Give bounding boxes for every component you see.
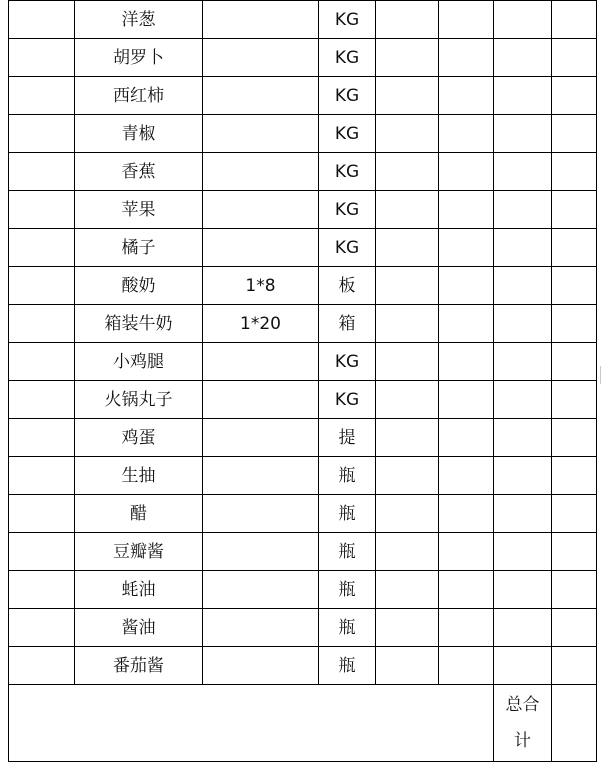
price-cell[interactable]	[439, 267, 494, 305]
note-cell[interactable]	[552, 609, 597, 647]
note-cell[interactable]	[552, 533, 597, 571]
price-cell[interactable]	[439, 115, 494, 153]
spec-cell[interactable]	[203, 457, 319, 495]
quantity-cell[interactable]	[376, 267, 439, 305]
row-index-cell[interactable]	[9, 343, 75, 381]
price-cell[interactable]	[439, 419, 494, 457]
total-label-line1: 总合	[505, 695, 540, 715]
item-name-cell[interactable]: 橘子	[75, 229, 203, 267]
table-body	[9, 1, 597, 762]
table-row	[9, 115, 597, 153]
note-cell[interactable]	[552, 77, 597, 115]
unit-cell[interactable]: 板	[319, 267, 376, 305]
amount-cell[interactable]	[494, 229, 552, 267]
amount-cell[interactable]	[494, 305, 552, 343]
quantity-cell[interactable]	[376, 305, 439, 343]
note-cell[interactable]	[552, 647, 597, 685]
table-row	[9, 153, 597, 191]
row-index-cell[interactable]	[9, 229, 75, 267]
quantity-cell[interactable]	[376, 115, 439, 153]
item-name-cell[interactable]: 鸡蛋	[75, 419, 203, 457]
note-cell[interactable]	[552, 229, 597, 267]
unit-cell[interactable]: KG	[319, 229, 376, 267]
price-cell[interactable]	[439, 457, 494, 495]
spec-cell[interactable]	[203, 229, 319, 267]
item-name-cell[interactable]: 西红柿	[75, 77, 203, 115]
unit-cell[interactable]: KG	[319, 39, 376, 77]
note-cell[interactable]	[552, 153, 597, 191]
amount-cell[interactable]	[494, 381, 552, 419]
spec-cell[interactable]	[203, 1, 319, 39]
table-row	[9, 647, 597, 685]
quantity-cell[interactable]	[376, 343, 439, 381]
unit-cell[interactable]: 箱	[319, 305, 376, 343]
table-row	[9, 267, 597, 305]
spec-cell[interactable]	[203, 609, 319, 647]
row-index-cell[interactable]	[9, 1, 75, 39]
note-cell[interactable]	[552, 191, 597, 229]
amount-cell[interactable]	[494, 115, 552, 153]
item-name-cell[interactable]: 生抽	[75, 457, 203, 495]
quantity-cell[interactable]	[376, 571, 439, 609]
unit-cell[interactable]: KG	[319, 191, 376, 229]
table-row	[9, 495, 597, 533]
amount-cell[interactable]	[494, 39, 552, 77]
item-name-cell[interactable]: 洋葱	[75, 1, 203, 39]
unit-cell[interactable]: KG	[319, 381, 376, 419]
amount-cell[interactable]	[494, 77, 552, 115]
table-row	[9, 381, 597, 419]
total-blank-cell[interactable]	[9, 685, 494, 762]
table-row	[9, 1, 597, 39]
table-row	[9, 533, 597, 571]
quantity-cell[interactable]	[376, 1, 439, 39]
note-cell[interactable]	[552, 1, 597, 39]
quantity-cell[interactable]	[376, 39, 439, 77]
unit-cell[interactable]: KG	[319, 77, 376, 115]
unit-cell[interactable]: 提	[319, 419, 376, 457]
note-cell[interactable]	[552, 457, 597, 495]
amount-cell[interactable]	[494, 153, 552, 191]
spec-cell[interactable]	[203, 571, 319, 609]
item-name-cell[interactable]: 火锅丸子	[75, 381, 203, 419]
item-name-cell[interactable]: 青椒	[75, 115, 203, 153]
price-cell[interactable]	[439, 305, 494, 343]
total-row	[9, 685, 597, 762]
price-cell[interactable]	[439, 533, 494, 571]
price-cell[interactable]	[439, 153, 494, 191]
table-row	[9, 609, 597, 647]
spec-cell[interactable]	[203, 77, 319, 115]
quantity-cell[interactable]	[376, 229, 439, 267]
item-name-cell[interactable]: 胡罗卜	[75, 39, 203, 77]
amount-cell[interactable]	[494, 267, 552, 305]
price-cell[interactable]	[439, 39, 494, 77]
row-index-cell[interactable]	[9, 267, 75, 305]
amount-cell[interactable]	[494, 609, 552, 647]
row-index-cell[interactable]	[9, 533, 75, 571]
unit-cell[interactable]: KG	[319, 1, 376, 39]
quantity-cell[interactable]	[376, 647, 439, 685]
quantity-cell[interactable]	[376, 191, 439, 229]
amount-cell[interactable]	[494, 343, 552, 381]
spec-cell[interactable]: 1*20	[203, 305, 319, 343]
spec-cell[interactable]	[203, 115, 319, 153]
price-cell[interactable]	[439, 229, 494, 267]
spec-cell[interactable]	[203, 153, 319, 191]
price-cell[interactable]	[439, 495, 494, 533]
unit-cell[interactable]: KG	[319, 153, 376, 191]
unit-cell[interactable]: KG	[319, 343, 376, 381]
table-row	[9, 229, 597, 267]
row-index-cell[interactable]	[9, 647, 75, 685]
table-row	[9, 419, 597, 457]
amount-cell[interactable]	[494, 647, 552, 685]
total-label-cell	[494, 685, 552, 762]
row-index-cell[interactable]	[9, 153, 75, 191]
unit-cell[interactable]: 瓶	[319, 571, 376, 609]
amount-cell[interactable]	[494, 571, 552, 609]
item-name-cell[interactable]: 小鸡腿	[75, 343, 203, 381]
note-cell[interactable]	[552, 381, 597, 419]
table-row	[9, 571, 597, 609]
price-cell[interactable]	[439, 609, 494, 647]
row-index-cell[interactable]	[9, 495, 75, 533]
note-cell[interactable]	[552, 419, 597, 457]
row-index-cell[interactable]	[9, 39, 75, 77]
spec-cell[interactable]	[203, 495, 319, 533]
note-cell[interactable]	[552, 267, 597, 305]
spec-cell[interactable]	[203, 419, 319, 457]
unit-cell[interactable]: KG	[319, 115, 376, 153]
item-name-cell[interactable]: 蚝油	[75, 571, 203, 609]
amount-cell[interactable]	[494, 191, 552, 229]
purchase-table	[8, 0, 597, 762]
price-cell[interactable]	[439, 191, 494, 229]
quantity-cell[interactable]	[376, 381, 439, 419]
price-cell[interactable]	[439, 77, 494, 115]
item-name-cell[interactable]: 箱装牛奶	[75, 305, 203, 343]
table-row	[9, 191, 597, 229]
spec-cell[interactable]	[203, 343, 319, 381]
table-row	[9, 457, 597, 495]
amount-cell[interactable]	[494, 419, 552, 457]
row-index-cell[interactable]	[9, 77, 75, 115]
item-name-cell[interactable]: 酱油	[75, 609, 203, 647]
item-name-cell[interactable]: 豆瓣酱	[75, 533, 203, 571]
spec-cell[interactable]	[203, 39, 319, 77]
row-index-cell[interactable]	[9, 305, 75, 343]
page-edge-mark	[600, 366, 603, 384]
spec-cell[interactable]	[203, 381, 319, 419]
row-index-cell[interactable]	[9, 419, 75, 457]
spec-cell[interactable]	[203, 191, 319, 229]
item-name-cell[interactable]: 番茄酱	[75, 647, 203, 685]
item-name-cell[interactable]: 香蕉	[75, 153, 203, 191]
note-cell[interactable]	[552, 115, 597, 153]
note-cell[interactable]	[552, 343, 597, 381]
total-value-cell[interactable]	[552, 685, 597, 762]
price-cell[interactable]	[439, 343, 494, 381]
quantity-cell[interactable]	[376, 495, 439, 533]
note-cell[interactable]	[552, 39, 597, 77]
spec-cell[interactable]	[203, 533, 319, 571]
note-cell[interactable]	[552, 495, 597, 533]
table-row	[9, 77, 597, 115]
table-row	[9, 343, 597, 381]
row-index-cell[interactable]	[9, 381, 75, 419]
amount-cell[interactable]	[494, 495, 552, 533]
amount-cell[interactable]	[494, 533, 552, 571]
quantity-cell[interactable]	[376, 419, 439, 457]
amount-cell[interactable]	[494, 457, 552, 495]
quantity-cell[interactable]	[376, 609, 439, 647]
price-cell[interactable]	[439, 1, 494, 39]
price-cell[interactable]	[439, 381, 494, 419]
quantity-cell[interactable]	[376, 533, 439, 571]
note-cell[interactable]	[552, 305, 597, 343]
unit-cell[interactable]: 瓶	[319, 533, 376, 571]
quantity-cell[interactable]	[376, 77, 439, 115]
unit-cell[interactable]: 瓶	[319, 609, 376, 647]
unit-cell[interactable]: 瓶	[319, 647, 376, 685]
price-cell[interactable]	[439, 571, 494, 609]
note-cell[interactable]	[552, 571, 597, 609]
row-index-cell[interactable]	[9, 457, 75, 495]
row-index-cell[interactable]	[9, 571, 75, 609]
unit-cell[interactable]: 瓶	[319, 495, 376, 533]
table-row	[9, 39, 597, 77]
item-name-cell[interactable]: 酸奶	[75, 267, 203, 305]
total-label-line2: 计	[514, 731, 531, 751]
price-cell[interactable]	[439, 647, 494, 685]
spec-cell[interactable]	[203, 647, 319, 685]
quantity-cell[interactable]	[376, 457, 439, 495]
spec-cell[interactable]: 1*8	[203, 267, 319, 305]
row-index-cell[interactable]	[9, 609, 75, 647]
row-index-cell[interactable]	[9, 191, 75, 229]
item-name-cell[interactable]: 苹果	[75, 191, 203, 229]
row-index-cell[interactable]	[9, 115, 75, 153]
unit-cell[interactable]: 瓶	[319, 457, 376, 495]
amount-cell[interactable]	[494, 1, 552, 39]
table-row	[9, 305, 597, 343]
quantity-cell[interactable]	[376, 153, 439, 191]
item-name-cell[interactable]: 醋	[75, 495, 203, 533]
